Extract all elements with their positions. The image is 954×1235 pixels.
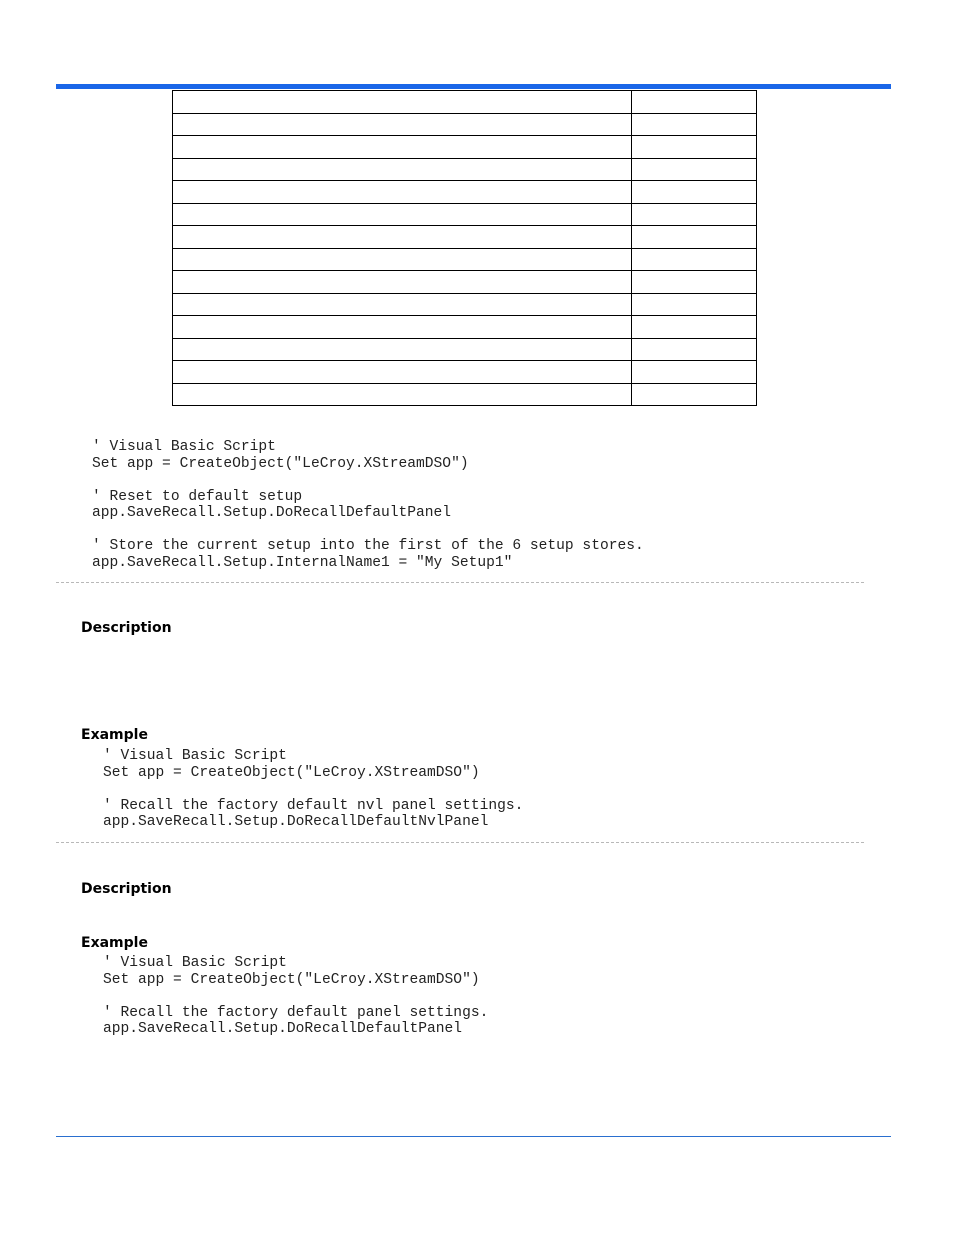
table-row [173, 316, 757, 339]
table-row [173, 136, 757, 159]
section-divider [56, 842, 864, 843]
example-heading-panel: Example [81, 935, 148, 951]
table-cell [632, 361, 757, 384]
table-row [173, 113, 757, 136]
example-heading-nvl: Example [81, 727, 148, 743]
table-row [173, 248, 757, 271]
table-cell [632, 248, 757, 271]
table-cell [173, 181, 632, 204]
table-cell [173, 271, 632, 294]
code-line: Set app = CreateObject("LeCroy.XStreamDSO") [103, 764, 480, 781]
table-row [173, 203, 757, 226]
table-row [173, 293, 757, 316]
code-line: app.SaveRecall.Setup.InternalName1 = "My Setup1" [92, 554, 513, 571]
code-line: ' Store the current setup into the first of the 6 setup stores. [92, 538, 644, 554]
table-row [173, 226, 757, 249]
table-cell [632, 338, 757, 361]
table-cell [632, 226, 757, 249]
table-cell [173, 338, 632, 361]
code-block-nvl-example [103, 748, 523, 831]
empty-table-body [173, 91, 757, 406]
table-cell [632, 271, 757, 294]
table-row [173, 271, 757, 294]
empty-table [172, 90, 757, 406]
table-cell [173, 158, 632, 181]
code-line: ' Recall the factory default panel settings. [103, 1004, 489, 1021]
code-line: ' Recall the factory default nvl panel settings. [103, 797, 524, 814]
table-cell [173, 293, 632, 316]
table-cell [173, 136, 632, 159]
table-cell [632, 293, 757, 316]
table-cell [173, 113, 632, 136]
table-row [173, 181, 757, 204]
table-cell [632, 316, 757, 339]
table-cell [173, 203, 632, 226]
table-row [173, 361, 757, 384]
description-heading-nvl: Description [81, 620, 172, 636]
code-line: app.SaveRecall.Setup.DoRecallDefaultPanel [92, 505, 452, 521]
table-cell [632, 91, 757, 114]
code-line: Set app = CreateObject("LeCroy.XStreamDSO") [92, 455, 469, 472]
table-cell [632, 383, 757, 406]
header-accent-bar [56, 84, 891, 89]
code-block-panel-example [103, 955, 488, 1038]
table-cell [632, 113, 757, 136]
table-cell [173, 248, 632, 271]
table-cell [173, 91, 632, 114]
code-line: app.SaveRecall.Setup.DoRecallDefaultPanel [103, 1021, 463, 1037]
code-line: ' Visual Basic Script [103, 748, 287, 764]
table-row [173, 338, 757, 361]
code-block-setup-store [92, 439, 644, 571]
table-row [173, 158, 757, 181]
code-line: ' Visual Basic Script [92, 439, 276, 455]
table-cell [632, 203, 757, 226]
code-line: ' Reset to default setup [92, 488, 303, 505]
code-line: Set app = CreateObject("LeCroy.XStreamDSO") [103, 971, 480, 988]
description-heading-panel: Description [81, 881, 172, 897]
table-row [173, 91, 757, 114]
table-cell [632, 181, 757, 204]
table-cell [173, 383, 632, 406]
table-cell [173, 316, 632, 339]
code-line: ' Visual Basic Script [103, 955, 287, 971]
footer-rule [56, 1136, 891, 1137]
table-cell [632, 158, 757, 181]
table-cell [173, 226, 632, 249]
table-cell [632, 136, 757, 159]
code-line: app.SaveRecall.Setup.DoRecallDefaultNvlPanel [103, 814, 489, 830]
table-row [173, 383, 757, 406]
table-cell [173, 361, 632, 384]
section-divider [56, 582, 864, 583]
